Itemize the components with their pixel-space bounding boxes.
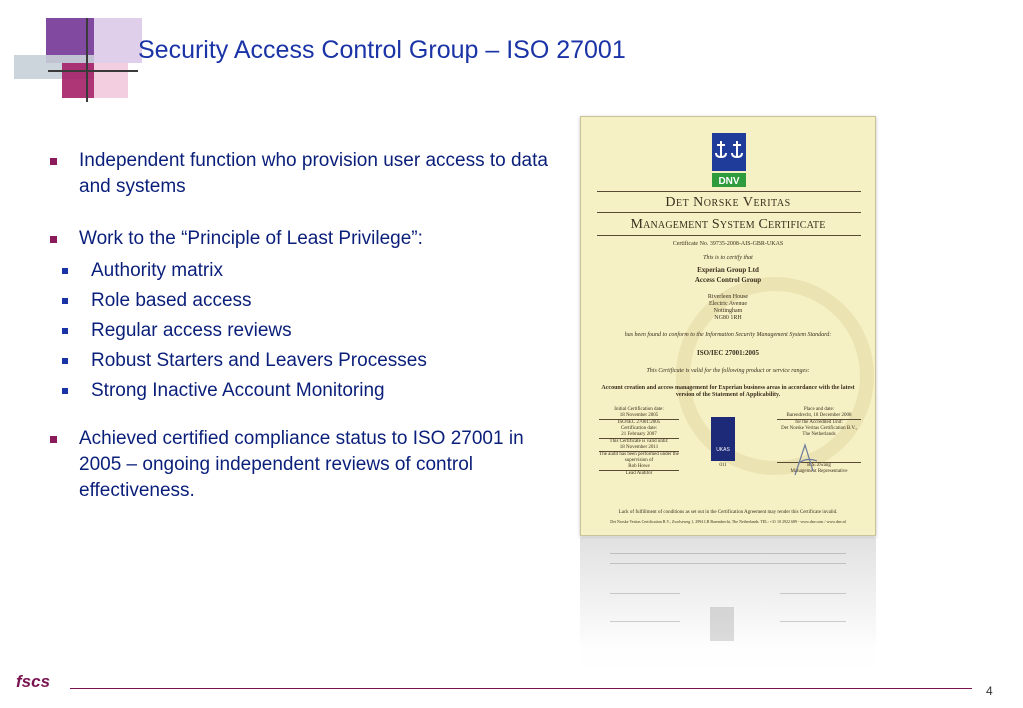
certificate-intro: This is to certify that <box>703 255 753 261</box>
sub-bullet-marker <box>62 328 68 334</box>
certificate-left-field: Certification date: <box>620 426 658 431</box>
certificate-footnote-address: Det Norske Veritas Certification B.V., Zwolseweg 1, 2994 LB Barendrecht, The Netherlands. TEL: +31 10 2922 689 - www.dnv.com / www.dnv.nl <box>610 519 846 524</box>
certificate-address-line: Nottingham <box>713 308 743 314</box>
certificate-left-field: ISO/IEC 27001:2005 <box>617 420 661 425</box>
sub-bullet-marker <box>62 268 68 274</box>
certificate-standard: ISO/IEC 27001:2005 <box>696 349 760 357</box>
certificate-number: Certificate No. 39735-2008-AIS-GBR-UKAS <box>672 241 784 247</box>
certificate-address-line: Riverleen House <box>707 294 749 300</box>
reflection-line <box>610 563 846 564</box>
dnv-logo-icon <box>712 133 746 187</box>
decorative-logo-block-lavender <box>94 18 142 63</box>
certificate-left-field: Initial Certification date: <box>614 407 664 412</box>
certificate-footnote: Lack of fulfillment of conditions as set out in the Certification Agreement may render this Certificate invalid. <box>618 510 838 515</box>
certificate-group: Access Control Group <box>694 276 762 284</box>
sub-bullet-text: Role based access <box>91 290 252 311</box>
reflection-line <box>610 553 846 554</box>
certificate-right-field: Det Norske Veritas Certification B.V., <box>781 426 857 431</box>
bullet-marker <box>50 436 57 443</box>
certificate-conform-text: has been found to conform to the Information Security Management System Standard: <box>624 332 832 338</box>
certificate-left-field: Lead Auditor <box>625 471 653 476</box>
sub-bullet-item <box>50 376 560 406</box>
bullet-text: Work to the “Principle of Least Privilege”: <box>79 228 423 249</box>
certificate-right-field: The Netherlands <box>802 432 836 437</box>
page-number: 4 <box>986 684 993 698</box>
certificate-rule <box>597 191 861 192</box>
ukas-crown-logo-icon <box>711 417 735 461</box>
decorative-logo-vline <box>86 18 88 102</box>
certificate-valid-for: This Certificate is valid for the following product or service ranges: <box>646 368 810 374</box>
fscs-logo: fscs <box>16 672 51 691</box>
certificate-left-field: 21 February 2007 <box>599 432 679 439</box>
certificate-left-field: This Certificate is valid until: <box>609 439 669 444</box>
certificate-right-field: for the Accredited Unit: <box>795 420 843 425</box>
bullet-item-1 <box>50 148 560 200</box>
sub-bullet-marker <box>62 298 68 304</box>
sub-bullet-item <box>50 346 560 376</box>
bullet-text: Independent function who provision user access to data and systems <box>79 150 548 197</box>
certificate-left-field: 18 November 2011 <box>599 445 679 452</box>
certificate-reflection <box>580 537 876 675</box>
bullet-item-3 <box>50 426 560 504</box>
certificate-heading: Management System Certificate <box>630 217 826 232</box>
ukas-logo-text: UKAS <box>716 447 730 453</box>
certificate-address-line: Electric Avenue <box>708 301 748 307</box>
certificate-right-field: Management Representative <box>790 469 848 474</box>
reflection-block <box>710 607 734 641</box>
sub-bullet-text: Strong Inactive Account Monitoring <box>91 380 385 401</box>
decorative-logo-block-magenta <box>62 63 94 98</box>
bullet-item-2 <box>50 226 560 406</box>
footer-divider <box>70 688 972 689</box>
bullet-marker <box>50 236 57 243</box>
signature-icon <box>791 441 821 477</box>
bullet-marker <box>50 158 57 165</box>
certificate-company: Experian Group Ltd <box>697 266 759 274</box>
decorative-logo-hline <box>48 70 138 72</box>
sub-bullet-text: Regular access reviews <box>91 320 292 341</box>
certificate-scope: Account creation and access management for Experian business areas in accordance with the latest version of the Statement of Applicability. <box>601 385 855 398</box>
certificate-right-field: Barendrecht, 18 December 2008 <box>777 413 861 420</box>
reflection-line <box>610 621 680 622</box>
certificate-left-field: Rob Howe <box>599 464 679 471</box>
certificate-left-column <box>599 407 679 477</box>
reflection-line <box>780 621 846 622</box>
sub-bullet-marker <box>62 358 68 364</box>
sub-bullet-list <box>50 256 560 406</box>
ukas-number: 011 <box>719 463 727 468</box>
sub-bullet-text: Authority matrix <box>91 260 223 281</box>
dnv-logo-text: DNV <box>718 176 740 187</box>
certificate-address-line: NG80 1RH <box>714 315 742 321</box>
bullet-list <box>50 148 560 530</box>
certificate-left-field: 18 November 2005 <box>599 413 679 420</box>
decorative-logo-block-pink <box>94 63 128 98</box>
iso-certificate-image <box>580 116 876 536</box>
sub-bullet-item <box>50 256 560 286</box>
certificate-rule <box>597 212 861 213</box>
reflection-line <box>780 593 846 594</box>
slide-title: Security Access Control Group – ISO 27001 <box>138 36 626 64</box>
sub-bullet-marker <box>62 388 68 394</box>
reflection-line <box>610 593 680 594</box>
certificate-rule <box>597 235 861 236</box>
certificate-right-field: Place and date: <box>803 407 835 412</box>
certificate-left-field: The audit has been performed under the supervision of <box>599 452 679 463</box>
certificate-right-field: R.S. Zwang <box>777 462 861 469</box>
sub-bullet-text: Robust Starters and Leavers Processes <box>91 350 427 371</box>
bullet-text: Achieved certified compliance status to ISO 27001 in 2005 – ongoing independent reviews of control effectiveness. <box>79 428 524 501</box>
certificate-org: Det Norske Veritas <box>665 195 791 210</box>
sub-bullet-item <box>50 286 560 316</box>
sub-bullet-item <box>50 316 560 346</box>
